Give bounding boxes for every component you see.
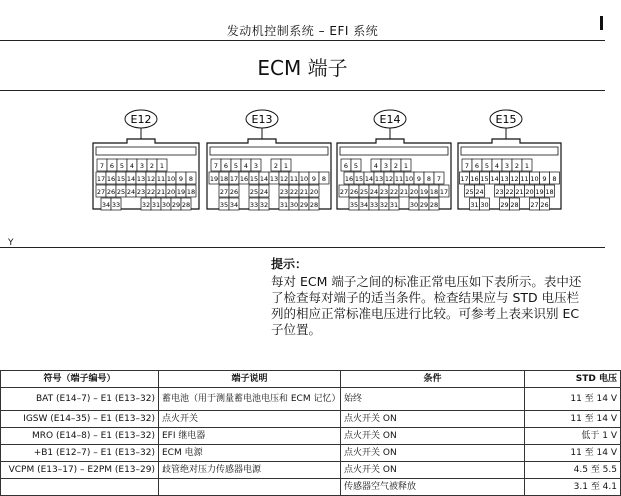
- connector-pin-number: 4: [129, 162, 135, 170]
- connector-pin-number: 23: [495, 188, 504, 196]
- connector-pin-number: 2: [514, 162, 520, 170]
- connector-latch-channel: [461, 147, 558, 155]
- connector-label: E14: [379, 113, 401, 126]
- cell-description: 点火开关: [159, 411, 341, 428]
- connector-pin-number: 31: [470, 201, 479, 209]
- connector-pin-number: 5: [484, 162, 490, 170]
- page-title: ECM 端子: [257, 56, 348, 80]
- connector-pin-number: 12: [146, 175, 156, 183]
- connector-pin-number: 34: [359, 201, 369, 209]
- connector-pin-number: 32: [379, 201, 389, 209]
- cell-condition: 始终: [341, 388, 525, 411]
- note-heading: 提示：: [271, 257, 308, 271]
- connector-pin-number: 16: [106, 175, 116, 183]
- connector-latch-channel: [340, 147, 448, 155]
- cell-condition: 点火开关 ON: [341, 428, 525, 445]
- terminal-voltage-table: [0, 370, 621, 496]
- cell-description: [159, 479, 341, 496]
- connector-pin-number: 31: [151, 201, 161, 209]
- connector-pin-number: 29: [299, 201, 309, 209]
- connector-label: E12: [130, 113, 152, 126]
- connector-pin-number: 3: [253, 162, 259, 170]
- table-row: [1, 388, 621, 411]
- connector-pin-number: 22: [505, 188, 514, 196]
- connector-pin-number: 30: [161, 201, 171, 209]
- connector-pin-number: 22: [289, 188, 299, 196]
- column-header-symbol: 符号（端子编号）: [1, 371, 159, 388]
- connector-pin-number: 28: [309, 201, 319, 209]
- figure-code: Y: [8, 238, 14, 248]
- connector-pin-number: 14: [364, 175, 374, 183]
- connector-pin-number: 35: [349, 201, 359, 209]
- connector-pin-number: 35: [219, 201, 229, 209]
- connector-pin-number: 9: [542, 175, 547, 183]
- connector-pin-number: 21: [399, 188, 409, 196]
- connector-pin-number: 16: [344, 175, 354, 183]
- connector-pin-number: 21: [299, 188, 309, 196]
- connector-pin-number: 12: [510, 175, 519, 183]
- connector-pin-number: 11: [394, 175, 404, 183]
- connector-pin-number: 7: [436, 175, 442, 183]
- connector-pin-number: 33: [249, 201, 259, 209]
- connector-pin-number: 23: [136, 188, 146, 196]
- connector-pin-number: 16: [239, 175, 249, 183]
- connector-pin-number: 6: [223, 162, 229, 170]
- connector-pin-number: 29: [500, 201, 509, 209]
- table-body: [1, 388, 621, 496]
- connector-pin-number: 16: [470, 175, 479, 183]
- connector-pin-number: 32: [141, 201, 151, 209]
- connector-pin-number: 23: [379, 188, 389, 196]
- connector-pin-number: 33: [111, 201, 121, 209]
- connector-pin-number: 3: [139, 162, 145, 170]
- table-row: [1, 411, 621, 428]
- table-row: [1, 479, 621, 496]
- connector-pin-number: 13: [136, 175, 146, 183]
- column-header-std-voltage: STD 电压: [525, 371, 621, 388]
- connector-pin-number: 13: [500, 175, 509, 183]
- connector-pin-number: 9: [416, 175, 422, 183]
- connector-pin-number: 31: [389, 201, 399, 209]
- connector-pin-number: 26: [349, 188, 359, 196]
- connector-pin-number: 33: [369, 201, 379, 209]
- connector-pin-number: 25: [359, 188, 369, 196]
- connector-pin-number: 18: [545, 188, 554, 196]
- connector-pin-number: 10: [530, 175, 539, 183]
- connector-pin-number: 2: [273, 162, 279, 170]
- connector-pin-number: 17: [229, 175, 239, 183]
- connector-pin-number: 20: [166, 188, 176, 196]
- connector-pin-number: 17: [460, 175, 469, 183]
- connector-pin-number: 32: [259, 201, 269, 209]
- connector-pin-number: 18: [219, 175, 229, 183]
- connector-pin-number: 5: [233, 162, 239, 170]
- connector-pin-number: 15: [480, 175, 489, 183]
- cell-description: 蓄电池（用于测量蓄电池电压和 ECM 记忆）: [159, 388, 341, 411]
- connector-pin-number: 4: [494, 162, 500, 170]
- connector-pin-number: 14: [259, 175, 269, 183]
- connector-label: E13: [251, 113, 273, 126]
- cell-symbol: BAT (E14–7) – E1 (E13–32): [1, 388, 159, 411]
- connector-pin-number: 26: [106, 188, 116, 196]
- connector-pin-number: 34: [101, 201, 111, 209]
- connector-pin-number: 14: [490, 175, 499, 183]
- connector-pin-number: 11: [289, 175, 299, 183]
- connector-pin-number: 8: [426, 175, 432, 183]
- connector-pin-number: 20: [309, 188, 319, 196]
- connector-pin-number: 30: [289, 201, 299, 209]
- connector-pin-number: 6: [343, 162, 349, 170]
- cell-condition: 点火开关 ON: [341, 445, 525, 462]
- column-header-description: 端子说明: [159, 371, 341, 388]
- connector-pin-number: 30: [409, 201, 419, 209]
- cell-description: EFI 继电器: [159, 428, 341, 445]
- connector-pin-number: 11: [156, 175, 166, 183]
- connector-pin-number: 19: [209, 175, 219, 183]
- connector-pin-number: 1: [283, 162, 289, 170]
- cell-condition: 点火开关 ON: [341, 462, 525, 479]
- note-block: [271, 255, 611, 338]
- cell-description: ECM 电源: [159, 445, 341, 462]
- cell-symbol: VCPM (E13–17) – E2PM (E13–29): [1, 462, 159, 479]
- header-rule: [0, 40, 605, 41]
- table-row: [1, 445, 621, 462]
- connector-pin-number: 25: [465, 188, 474, 196]
- connector-pin-number: 20: [409, 188, 419, 196]
- connector-pin-number: 7: [99, 162, 105, 170]
- connector-diagram-svg: [0, 91, 605, 247]
- connector-pin-number: 7: [464, 162, 470, 170]
- connector-pin-number: 20: [525, 188, 534, 196]
- connector-latch-channel: [96, 147, 196, 155]
- cell-std-voltage: 4.5 至 5.5: [525, 462, 621, 479]
- connector-pin-number: 14: [126, 175, 136, 183]
- connector-pin-number: 24: [475, 188, 484, 196]
- connector-pin-number: 8: [188, 175, 194, 183]
- connector-label: E15: [495, 113, 517, 126]
- cell-symbol: +B1 (E12–7) – E1 (E13–32): [1, 445, 159, 462]
- connector-pin-number: 18: [186, 188, 196, 196]
- connector-pin-number: 6: [109, 162, 115, 170]
- connector-pin-number: 4: [373, 162, 379, 170]
- connector-pin-number: 19: [419, 188, 429, 196]
- cell-condition: 点火开关 ON: [341, 411, 525, 428]
- cell-std-voltage: 11 至 14 V: [525, 445, 621, 462]
- connector-pin-number: 26: [229, 188, 239, 196]
- connector-pin-number: 8: [321, 175, 327, 183]
- connector-pin-number: 22: [389, 188, 399, 196]
- table-row: [1, 428, 621, 445]
- connector-pin-number: 3: [383, 162, 389, 170]
- cell-std-voltage: 11 至 14 V: [525, 411, 621, 428]
- connector-latch-channel: [210, 147, 328, 155]
- section-title: 发动机控制系统 – EFI 系统: [226, 24, 379, 38]
- connector-pin-number: 17: [439, 188, 449, 196]
- table-row: [1, 462, 621, 479]
- connector-pin-number: 10: [404, 175, 414, 183]
- connector-pin-number: 27: [530, 201, 539, 209]
- connector-pin-number: 13: [269, 175, 279, 183]
- connector-pin-number: 3: [504, 162, 510, 170]
- connector-pin-number: 2: [393, 162, 399, 170]
- connector-pin-number: 25: [116, 188, 126, 196]
- cell-std-voltage: 低于 1 V: [525, 428, 621, 445]
- connector-pin-number: 4: [243, 162, 249, 170]
- cell-symbol: [1, 479, 159, 496]
- connector-pin-number: 29: [419, 201, 429, 209]
- connector-pin-number: 9: [311, 175, 317, 183]
- note-body: 每对 ECM 端子之间的标准正常电压如下表所示。表中还 了检查每对端子的适当条件。检查结果应与 STD 电压栏 列的相应正常标准电压进行比较。可参考上表来识别 EC 子位置。: [271, 274, 582, 337]
- connector-pin-number: 22: [146, 188, 156, 196]
- connector-pin-number: 23: [279, 188, 289, 196]
- connector-pin-number: 18: [429, 188, 439, 196]
- connector-pin-number: 24: [259, 188, 269, 196]
- connector-pin-number: 1: [159, 162, 165, 170]
- connector-pin-number: 1: [403, 162, 409, 170]
- connector-pin-number: 27: [96, 188, 106, 196]
- connector-pin-number: 28: [429, 201, 439, 209]
- connector-pin-number: 15: [249, 175, 259, 183]
- connector-pin-number: 30: [480, 201, 489, 209]
- connector-pin-number: 28: [181, 201, 191, 209]
- connector-pin-number: 7: [213, 162, 219, 170]
- connector-pin-number: 2: [149, 162, 155, 170]
- table-header-row: [1, 371, 621, 388]
- connector-pin-number: 10: [166, 175, 176, 183]
- connector-pin-number: 34: [229, 201, 239, 209]
- connector-pin-number: 9: [178, 175, 184, 183]
- connector-pin-number: 10: [299, 175, 309, 183]
- connector-pin-number: 31: [279, 201, 289, 209]
- column-header-condition: 条件: [341, 371, 525, 388]
- cell-symbol: IGSW (E14–35) – E1 (E13–32): [1, 411, 159, 428]
- connector-pin-number: 17: [96, 175, 106, 183]
- cell-std-voltage: 11 至 14 V: [525, 388, 621, 411]
- connector-pin-number: 5: [119, 162, 125, 170]
- cell-condition: 传感器空气被释放: [341, 479, 525, 496]
- connector-pin-number: 5: [353, 162, 359, 170]
- connector-pin-number: 15: [354, 175, 364, 183]
- connector-pin-number: 11: [520, 175, 529, 183]
- connector-pin-number: 28: [510, 201, 519, 209]
- connector-pin-number: 21: [156, 188, 166, 196]
- connector-pin-number: 21: [515, 188, 524, 196]
- connector-pin-number: 12: [279, 175, 289, 183]
- connector-pin-number: 13: [374, 175, 384, 183]
- connector-pin-number: 8: [552, 175, 557, 183]
- connector-pin-number: 12: [384, 175, 394, 183]
- cell-std-voltage: 3.1 至 4.1: [525, 479, 621, 496]
- connector-pin-number: 29: [171, 201, 181, 209]
- cell-description: 歧管绝对压力传感器电源: [159, 462, 341, 479]
- connector-pin-number: 27: [219, 188, 229, 196]
- connector-pin-number: 15: [116, 175, 126, 183]
- connector-pin-number: 27: [339, 188, 349, 196]
- connector-pin-number: 24: [369, 188, 379, 196]
- connector-pin-number: 19: [535, 188, 544, 196]
- connector-pin-number: 26: [540, 201, 549, 209]
- cell-symbol: MRO (E14–8) – E1 (E13–32): [1, 428, 159, 445]
- connector-diagram: [0, 90, 605, 248]
- connector-pin-number: 1: [524, 162, 530, 170]
- connector-pin-number: 24: [126, 188, 136, 196]
- connector-pin-number: 19: [176, 188, 186, 196]
- connector-pin-number: 25: [249, 188, 259, 196]
- connector-pin-number: 6: [474, 162, 480, 170]
